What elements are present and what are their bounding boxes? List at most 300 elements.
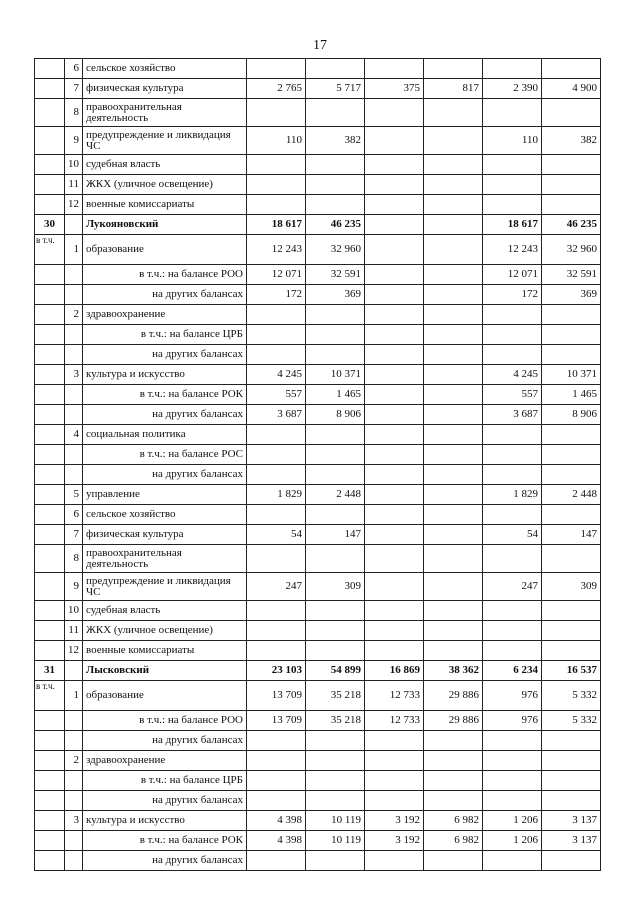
item-number-cell: 12 xyxy=(65,195,83,215)
value-cell xyxy=(365,365,424,385)
value-cell: 46 235 xyxy=(306,215,365,235)
item-number-cell xyxy=(65,465,83,485)
value-cell: 32 960 xyxy=(542,235,601,265)
value-cell xyxy=(542,425,601,445)
value-cell xyxy=(483,851,542,871)
table-row xyxy=(35,485,601,505)
value-cell: 6 982 xyxy=(424,831,483,851)
value-cell xyxy=(424,175,483,195)
item-number-cell: 11 xyxy=(65,621,83,641)
item-name-cell: на других балансах xyxy=(83,405,247,425)
value-cell xyxy=(306,175,365,195)
table-row xyxy=(35,215,601,235)
value-cell xyxy=(483,425,542,445)
value-cell xyxy=(424,285,483,305)
value-cell xyxy=(542,851,601,871)
value-cell: 4 398 xyxy=(247,811,306,831)
value-cell xyxy=(542,325,601,345)
value-cell: 817 xyxy=(424,79,483,99)
district-cell xyxy=(35,525,65,545)
item-number-cell: 11 xyxy=(65,175,83,195)
value-cell xyxy=(247,641,306,661)
value-cell xyxy=(542,771,601,791)
table-row xyxy=(35,525,601,545)
value-cell xyxy=(542,445,601,465)
value-cell xyxy=(424,485,483,505)
value-cell xyxy=(365,485,424,505)
page-number: 17 xyxy=(313,38,327,53)
item-number-cell xyxy=(65,345,83,365)
item-name-cell: правоохранительная деятельность xyxy=(83,99,247,127)
value-cell xyxy=(424,851,483,871)
value-cell xyxy=(365,175,424,195)
value-cell xyxy=(424,155,483,175)
value-cell xyxy=(424,385,483,405)
item-name-cell: культура и искусство xyxy=(83,365,247,385)
value-cell: 46 235 xyxy=(542,215,601,235)
value-cell xyxy=(483,751,542,771)
item-number-cell xyxy=(65,325,83,345)
value-cell: 32 591 xyxy=(542,265,601,285)
item-number-cell: 8 xyxy=(65,545,83,573)
value-cell: 110 xyxy=(483,127,542,155)
value-cell xyxy=(483,155,542,175)
item-number-cell xyxy=(65,851,83,871)
value-cell: 309 xyxy=(542,573,601,601)
value-cell: 1 465 xyxy=(542,385,601,405)
item-name-cell: в т.ч.: на балансе РОО xyxy=(83,265,247,285)
value-cell xyxy=(424,325,483,345)
table-row xyxy=(35,59,601,79)
value-cell xyxy=(365,621,424,641)
table-row xyxy=(35,425,601,445)
value-cell xyxy=(247,791,306,811)
value-cell: 32 960 xyxy=(306,235,365,265)
value-cell xyxy=(542,791,601,811)
value-cell xyxy=(306,99,365,127)
item-name-cell: Лукояновский xyxy=(83,215,247,235)
value-cell xyxy=(365,641,424,661)
district-cell xyxy=(35,731,65,751)
district-cell xyxy=(35,405,65,425)
table-row xyxy=(35,155,601,175)
table-row xyxy=(35,505,601,525)
item-number-cell xyxy=(65,711,83,731)
value-cell: 1 829 xyxy=(247,485,306,505)
item-name-cell: военные комиссариаты xyxy=(83,641,247,661)
value-cell xyxy=(365,59,424,79)
item-number-cell: 3 xyxy=(65,811,83,831)
value-cell: 2 448 xyxy=(542,485,601,505)
value-cell: 147 xyxy=(542,525,601,545)
table-row xyxy=(35,621,601,641)
item-name-cell: на других балансах xyxy=(83,345,247,365)
item-name-cell: судебная власть xyxy=(83,155,247,175)
value-cell xyxy=(424,573,483,601)
item-number-cell xyxy=(65,215,83,235)
district-cell xyxy=(35,505,65,525)
item-name-cell: сельское хозяйство xyxy=(83,505,247,525)
value-cell: 12 243 xyxy=(483,235,542,265)
item-number-cell: 12 xyxy=(65,641,83,661)
district-cell xyxy=(35,59,65,79)
item-number-cell: 10 xyxy=(65,155,83,175)
value-cell: 369 xyxy=(306,285,365,305)
value-cell xyxy=(542,155,601,175)
value-cell xyxy=(247,59,306,79)
value-cell xyxy=(306,545,365,573)
value-cell: 382 xyxy=(542,127,601,155)
item-number-cell: 9 xyxy=(65,127,83,155)
item-number-cell: 2 xyxy=(65,751,83,771)
value-cell xyxy=(542,345,601,365)
value-cell xyxy=(483,601,542,621)
value-cell xyxy=(483,99,542,127)
item-number-cell: 10 xyxy=(65,601,83,621)
district-cell xyxy=(35,751,65,771)
value-cell xyxy=(365,525,424,545)
table-row xyxy=(35,641,601,661)
value-cell xyxy=(247,731,306,751)
value-cell xyxy=(247,751,306,771)
value-cell xyxy=(424,731,483,751)
value-cell: 1 206 xyxy=(483,831,542,851)
value-cell xyxy=(424,235,483,265)
table-row xyxy=(35,285,601,305)
item-name-cell: сельское хозяйство xyxy=(83,59,247,79)
value-cell xyxy=(306,731,365,751)
value-cell: 976 xyxy=(483,681,542,711)
item-number-cell: 4 xyxy=(65,425,83,445)
value-cell xyxy=(424,771,483,791)
item-number-cell: 8 xyxy=(65,99,83,127)
value-cell: 3 192 xyxy=(365,831,424,851)
value-cell: 309 xyxy=(306,573,365,601)
district-cell xyxy=(35,601,65,621)
value-cell xyxy=(247,99,306,127)
district-cell xyxy=(35,99,65,127)
value-cell: 3 687 xyxy=(247,405,306,425)
value-cell: 4 245 xyxy=(247,365,306,385)
value-cell xyxy=(483,195,542,215)
value-cell xyxy=(483,505,542,525)
district-cell: 30 xyxy=(35,215,65,235)
item-number-cell: 3 xyxy=(65,365,83,385)
district-cell xyxy=(35,155,65,175)
item-name-cell: физическая культура xyxy=(83,525,247,545)
table-row xyxy=(35,385,601,405)
value-cell xyxy=(306,621,365,641)
value-cell xyxy=(365,405,424,425)
table-row xyxy=(35,711,601,731)
value-cell: 10 119 xyxy=(306,831,365,851)
district-cell xyxy=(35,771,65,791)
value-cell xyxy=(306,325,365,345)
table-row xyxy=(35,195,601,215)
value-cell xyxy=(542,545,601,573)
value-cell xyxy=(483,345,542,365)
district-cell xyxy=(35,265,65,285)
value-cell: 23 103 xyxy=(247,661,306,681)
item-name-cell: на других балансах xyxy=(83,465,247,485)
value-cell xyxy=(424,425,483,445)
table-row xyxy=(35,79,601,99)
district-cell: в т.ч. xyxy=(35,235,65,265)
value-cell: 13 709 xyxy=(247,681,306,711)
value-cell xyxy=(306,851,365,871)
table-row xyxy=(35,265,601,285)
value-cell xyxy=(247,621,306,641)
value-cell xyxy=(365,851,424,871)
value-cell xyxy=(365,127,424,155)
value-cell xyxy=(247,601,306,621)
value-cell: 2 448 xyxy=(306,485,365,505)
district-cell xyxy=(35,345,65,365)
value-cell: 6 982 xyxy=(424,811,483,831)
table-row xyxy=(35,445,601,465)
district-cell xyxy=(35,385,65,405)
item-number-cell: 5 xyxy=(65,485,83,505)
item-number-cell: 1 xyxy=(65,681,83,711)
value-cell xyxy=(247,195,306,215)
table-row xyxy=(35,573,601,601)
district-cell xyxy=(35,305,65,325)
value-cell xyxy=(424,621,483,641)
value-cell: 16 869 xyxy=(365,661,424,681)
district-cell xyxy=(35,195,65,215)
value-cell xyxy=(365,601,424,621)
value-cell: 172 xyxy=(483,285,542,305)
value-cell xyxy=(365,425,424,445)
value-cell xyxy=(365,195,424,215)
value-cell xyxy=(424,59,483,79)
table-row xyxy=(35,681,601,711)
value-cell xyxy=(424,465,483,485)
value-cell: 557 xyxy=(483,385,542,405)
value-cell: 29 886 xyxy=(424,711,483,731)
value-cell: 10 371 xyxy=(306,365,365,385)
value-cell xyxy=(306,155,365,175)
item-name-cell: культура и искусство xyxy=(83,811,247,831)
value-cell: 12 071 xyxy=(247,265,306,285)
district-cell xyxy=(35,545,65,573)
table-row xyxy=(35,405,601,425)
value-cell: 5 332 xyxy=(542,681,601,711)
value-cell: 2 765 xyxy=(247,79,306,99)
item-number-cell xyxy=(65,661,83,681)
item-number-cell xyxy=(65,405,83,425)
value-cell xyxy=(365,265,424,285)
value-cell xyxy=(483,175,542,195)
value-cell xyxy=(365,325,424,345)
value-cell xyxy=(365,545,424,573)
table-row xyxy=(35,545,601,573)
item-number-cell: 2 xyxy=(65,305,83,325)
value-cell xyxy=(542,731,601,751)
value-cell: 3 687 xyxy=(483,405,542,425)
item-name-cell: на других балансах xyxy=(83,851,247,871)
value-cell xyxy=(306,425,365,445)
value-cell xyxy=(365,285,424,305)
value-cell xyxy=(306,59,365,79)
value-cell xyxy=(306,345,365,365)
value-cell xyxy=(365,505,424,525)
value-cell: 5 717 xyxy=(306,79,365,99)
value-cell xyxy=(306,641,365,661)
value-cell xyxy=(424,791,483,811)
district-cell: 31 xyxy=(35,661,65,681)
item-name-cell: судебная власть xyxy=(83,601,247,621)
value-cell xyxy=(247,305,306,325)
value-cell xyxy=(542,305,601,325)
item-name-cell: на других балансах xyxy=(83,791,247,811)
district-cell xyxy=(35,831,65,851)
district-cell xyxy=(35,445,65,465)
table-row xyxy=(35,99,601,127)
item-number-cell xyxy=(65,731,83,751)
value-cell: 1 465 xyxy=(306,385,365,405)
value-cell xyxy=(247,851,306,871)
table-row xyxy=(35,465,601,485)
value-cell xyxy=(365,305,424,325)
item-number-cell: 9 xyxy=(65,573,83,601)
value-cell xyxy=(483,771,542,791)
item-number-cell: 7 xyxy=(65,79,83,99)
value-cell xyxy=(542,59,601,79)
value-cell: 5 332 xyxy=(542,711,601,731)
value-cell xyxy=(424,195,483,215)
value-cell xyxy=(483,305,542,325)
value-cell xyxy=(306,505,365,525)
value-cell: 12 071 xyxy=(483,265,542,285)
value-cell xyxy=(247,465,306,485)
value-cell: 369 xyxy=(542,285,601,305)
value-cell xyxy=(247,175,306,195)
value-cell: 35 218 xyxy=(306,711,365,731)
value-cell xyxy=(483,465,542,485)
district-cell xyxy=(35,127,65,155)
district-cell xyxy=(35,573,65,601)
item-number-cell xyxy=(65,445,83,465)
value-cell xyxy=(306,751,365,771)
value-cell xyxy=(483,791,542,811)
value-cell: 12 733 xyxy=(365,681,424,711)
item-name-cell: управление xyxy=(83,485,247,505)
value-cell xyxy=(365,99,424,127)
value-cell: 382 xyxy=(306,127,365,155)
table-row xyxy=(35,325,601,345)
value-cell: 147 xyxy=(306,525,365,545)
item-name-cell: предупреждение и ликвидация ЧС xyxy=(83,573,247,601)
table-row xyxy=(35,661,601,681)
item-number-cell: 6 xyxy=(65,505,83,525)
table-row xyxy=(35,365,601,385)
value-cell xyxy=(306,305,365,325)
table-row xyxy=(35,345,601,365)
value-cell xyxy=(483,325,542,345)
table-row xyxy=(35,851,601,871)
value-cell: 13 709 xyxy=(247,711,306,731)
item-name-cell: военные комиссариаты xyxy=(83,195,247,215)
district-cell xyxy=(35,465,65,485)
value-cell xyxy=(365,155,424,175)
value-cell: 247 xyxy=(483,573,542,601)
value-cell xyxy=(247,325,306,345)
value-cell xyxy=(542,505,601,525)
district-cell xyxy=(35,641,65,661)
value-cell xyxy=(424,265,483,285)
value-cell xyxy=(306,465,365,485)
value-cell xyxy=(424,445,483,465)
table-row xyxy=(35,601,601,621)
table-row xyxy=(35,831,601,851)
value-cell: 4 900 xyxy=(542,79,601,99)
value-cell xyxy=(483,621,542,641)
value-cell: 1 206 xyxy=(483,811,542,831)
district-cell xyxy=(35,851,65,871)
value-cell xyxy=(365,465,424,485)
item-number-cell xyxy=(65,831,83,851)
value-cell: 54 xyxy=(247,525,306,545)
value-cell xyxy=(424,365,483,385)
item-name-cell: социальная политика xyxy=(83,425,247,445)
table-row xyxy=(35,175,601,195)
value-cell xyxy=(483,59,542,79)
value-cell xyxy=(306,791,365,811)
value-cell: 4 245 xyxy=(483,365,542,385)
item-name-cell: в т.ч.: на балансе РОК xyxy=(83,385,247,405)
table-row xyxy=(35,791,601,811)
value-cell xyxy=(424,751,483,771)
budget-table xyxy=(34,58,601,871)
district-cell xyxy=(35,711,65,731)
value-cell: 110 xyxy=(247,127,306,155)
value-cell: 35 218 xyxy=(306,681,365,711)
value-cell xyxy=(542,195,601,215)
item-name-cell: физическая культура xyxy=(83,79,247,99)
value-cell xyxy=(424,505,483,525)
value-cell xyxy=(365,445,424,465)
item-number-cell: 7 xyxy=(65,525,83,545)
item-number-cell xyxy=(65,285,83,305)
value-cell: 16 537 xyxy=(542,661,601,681)
item-number-cell: 1 xyxy=(65,235,83,265)
district-cell xyxy=(35,325,65,345)
value-cell xyxy=(365,235,424,265)
item-name-cell: в т.ч.: на балансе РОК xyxy=(83,831,247,851)
value-cell xyxy=(365,385,424,405)
table-row xyxy=(35,811,601,831)
value-cell xyxy=(542,601,601,621)
table-row xyxy=(35,235,601,265)
value-cell: 375 xyxy=(365,79,424,99)
value-cell xyxy=(306,445,365,465)
item-number-cell: 6 xyxy=(65,59,83,79)
value-cell xyxy=(424,545,483,573)
value-cell xyxy=(542,465,601,485)
district-cell xyxy=(35,175,65,195)
item-name-cell: образование xyxy=(83,681,247,711)
item-number-cell xyxy=(65,791,83,811)
value-cell: 10 371 xyxy=(542,365,601,385)
district-cell xyxy=(35,425,65,445)
value-cell: 247 xyxy=(247,573,306,601)
value-cell: 54 899 xyxy=(306,661,365,681)
table-row xyxy=(35,771,601,791)
value-cell xyxy=(306,601,365,621)
item-name-cell: в т.ч.: на балансе РОО xyxy=(83,711,247,731)
item-number-cell xyxy=(65,265,83,285)
